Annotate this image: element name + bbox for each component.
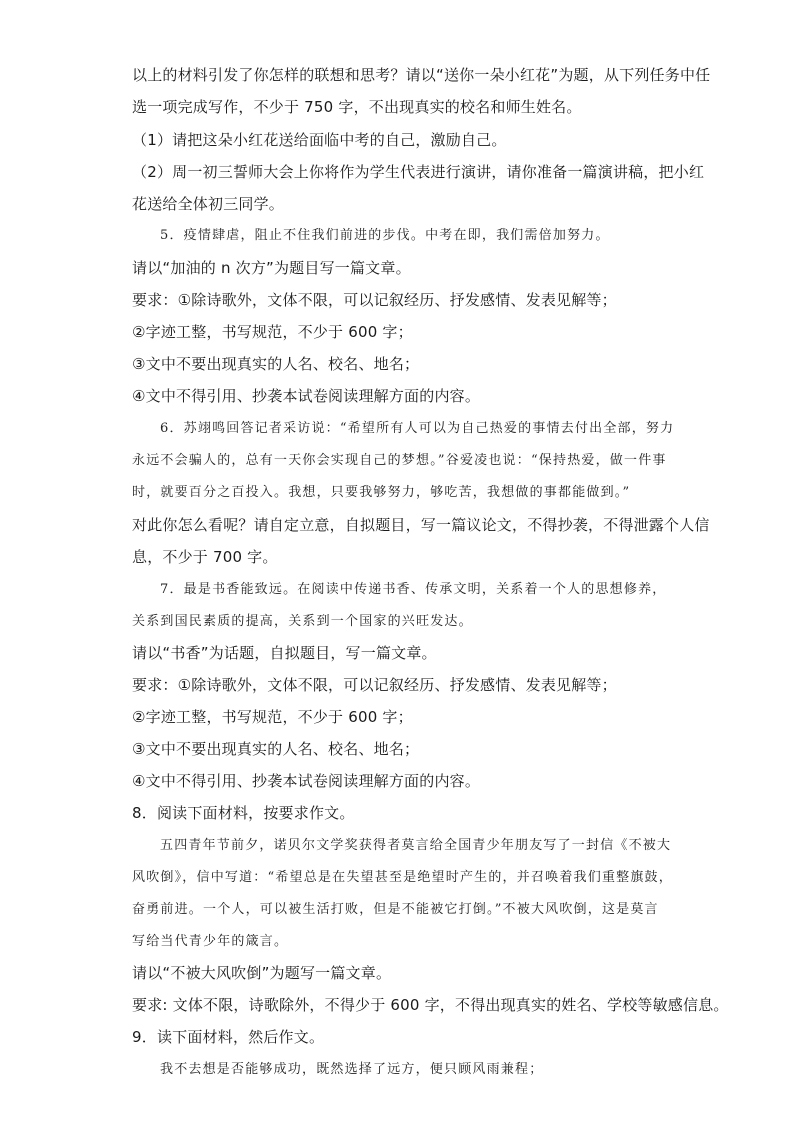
requirement-4: ④文中不得引用、抄袭本试卷阅读理解方面的内容。 <box>132 772 481 790</box>
question-8-heading: 8．阅读下面材料，按要求作文。 <box>132 804 355 822</box>
text-line: 请以“不被大风吹倒”为题写一篇文章。 <box>132 964 392 982</box>
question-7-prompt: 7．最是书香能致远。在阅读中传递书香、传承文明，关系着一个人的思想修养， <box>160 582 667 597</box>
text-line: 以上的材料引发了你怎样的联想和思考？请以“送你一朵小红花”为题，从下列任务中任 <box>132 66 711 84</box>
question-6-prompt: 6．苏翊鸣回答记者采访说：“希望所有人可以为自己热爱的事情去付出全部，努力 <box>160 421 675 436</box>
requirement-3: ③文中不要出现真实的人名、校名、地名； <box>132 355 420 373</box>
text-line: （2）周一初三誓师大会上你将作为学生代表进行演讲，请你准备一篇演讲稿，把小红 <box>132 163 705 181</box>
text-line: 花送给全体初三同学。 <box>132 195 285 213</box>
material-line: 关系到国民素质的提高，关系到一个国家的兴旺发达。 <box>132 614 473 629</box>
material-line: 写给当代青少年的箴言。 <box>132 934 289 949</box>
requirement-3: ③文中不要出现真实的人名、校名、地名； <box>132 740 420 758</box>
material-line: 时，就要百分之百投入。我想，只要我够努力，够吃苦，我想做的事都能做到。” <box>132 485 631 500</box>
text-line: 请以“加油的 n 次方”为题目写一篇文章。 <box>132 259 411 277</box>
material-line: 风吹倒》，信中写道：“希望总是在失望甚至是绝望时产生的，并召唤着我们重整旗鼓， <box>132 870 673 885</box>
text-line: 息，不少于 700 字。 <box>132 548 278 566</box>
material-line: 五四青年节前夕，诺贝尔文学奖获得者莫言给全国青少年朋友写了一封信《不被大 <box>160 838 672 853</box>
requirement-1: 要求：①除诗歌外，文体不限，可以记叙经历、抒发感情、发表见解等； <box>132 291 617 309</box>
requirement-1: 要求：①除诗歌外，文体不限，可以记叙经历、抒发感情、发表见解等； <box>132 676 617 694</box>
requirement-4: ④文中不得引用、抄袭本试卷阅读理解方面的内容。 <box>132 387 481 405</box>
material-line: 永远不会骗人的，总有一天你会实现自己的梦想。”谷爱凌也说：“保持热爱，做一件事 <box>132 453 667 468</box>
text-line: 对此你怎么看呢？请自定立意，自拟题目，写一篇议论文，不得抄袭，不得泄露个人信 <box>132 516 710 534</box>
material-line: 我不去想是否能够成功，既然选择了远方，便只顾风雨兼程； <box>160 1062 544 1077</box>
question-9-heading: 9．读下面材料，然后作文。 <box>132 1028 325 1046</box>
requirement: 要求: 文体不限，诗歌除外，不得少于 600 字，不得出现真实的姓名、学校等敏感信息。 <box>132 996 729 1014</box>
text-line: 选一项完成写作，不少于 750 字，不出现真实的校名和师生姓名。 <box>132 98 582 116</box>
material-line: 奋勇前进。一个人，可以被生活打败，但是不能被它打倒。”不被大风吹倒，这是莫言 <box>132 902 659 917</box>
question-5-prompt: 5．疫情肆虐，阻止不住我们前进的步伐。中考在即，我们需倍加努力。 <box>160 228 610 243</box>
text-line: （1）请把这朵小红花送给面临中考的自己，激励自己。 <box>132 131 507 149</box>
text-line: 请以“书香”为话题，自拟题目，写一篇文章。 <box>132 644 437 662</box>
requirement-2: ②字迹工整，书写规范，不少于 600 字； <box>132 323 413 341</box>
requirement-2: ②字迹工整，书写规范，不少于 600 字； <box>132 708 413 726</box>
